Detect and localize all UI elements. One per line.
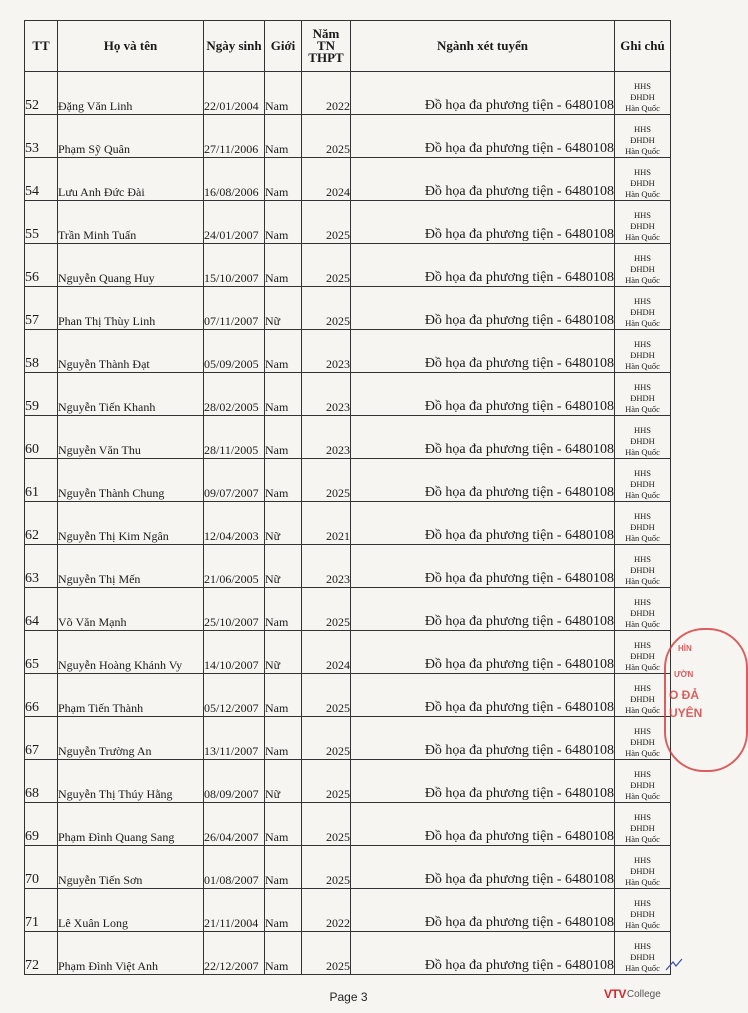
note-line: Hàn Quốc bbox=[625, 275, 660, 285]
note-line: HHS bbox=[633, 898, 651, 908]
student-name: Đặng Văn Linh bbox=[58, 72, 204, 115]
note-cell bbox=[615, 803, 671, 846]
logo-suffix: College bbox=[626, 988, 661, 1000]
graduation-year: 2021 bbox=[302, 502, 351, 545]
row-number: 68 bbox=[25, 760, 58, 803]
student-name: Phạm Đình Quang Sang bbox=[58, 803, 204, 846]
header-name: Họ và tên bbox=[58, 21, 204, 72]
graduation-year: 2022 bbox=[302, 889, 351, 932]
note-cell bbox=[615, 588, 671, 631]
table-row bbox=[25, 631, 671, 674]
gender: Nam bbox=[265, 244, 302, 287]
admission-major: Đồ họa đa phương tiện - 6480108 bbox=[351, 201, 615, 244]
table-row bbox=[25, 846, 671, 889]
note-cell bbox=[615, 158, 671, 201]
birth-date: 08/09/2007 bbox=[204, 760, 265, 803]
note-line: HHS bbox=[633, 468, 651, 478]
note-line: ĐHDH bbox=[630, 565, 655, 575]
note-line: Hàn Quốc bbox=[625, 920, 660, 930]
gender: Nam bbox=[265, 717, 302, 760]
graduation-year: 2025 bbox=[302, 932, 351, 975]
table-row bbox=[25, 201, 671, 244]
header-year-line: THPT bbox=[308, 50, 344, 65]
birth-date: 14/10/2007 bbox=[204, 631, 265, 674]
note-line: Hàn Quốc bbox=[625, 146, 660, 156]
table-row bbox=[25, 889, 671, 932]
row-number: 56 bbox=[25, 244, 58, 287]
gender: Nam bbox=[265, 115, 302, 158]
table-body bbox=[25, 72, 671, 975]
graduation-year: 2024 bbox=[302, 631, 351, 674]
row-number: 69 bbox=[25, 803, 58, 846]
table-row bbox=[25, 502, 671, 545]
row-number: 65 bbox=[25, 631, 58, 674]
note-cell bbox=[615, 244, 671, 287]
note-line: HHS bbox=[633, 167, 651, 177]
note-line: Hàn Quốc bbox=[625, 748, 660, 758]
note-line: ĐHDH bbox=[630, 737, 655, 747]
note-line: HHS bbox=[633, 726, 651, 736]
note-line: ĐHDH bbox=[630, 135, 655, 145]
note-line: Hàn Quốc bbox=[625, 232, 660, 242]
gender: Nam bbox=[265, 588, 302, 631]
gender: Nam bbox=[265, 674, 302, 717]
graduation-year: 2025 bbox=[302, 287, 351, 330]
row-number: 67 bbox=[25, 717, 58, 760]
table-row bbox=[25, 287, 671, 330]
admission-major: Đồ họa đa phương tiện - 6480108 bbox=[351, 631, 615, 674]
student-name: Nguyễn Thành Chung bbox=[58, 459, 204, 502]
header-row bbox=[25, 21, 671, 72]
birth-date: 15/10/2007 bbox=[204, 244, 265, 287]
birth-date: 22/12/2007 bbox=[204, 932, 265, 975]
admission-major: Đồ họa đa phương tiện - 6480108 bbox=[351, 760, 615, 803]
note-cell bbox=[615, 115, 671, 158]
row-number: 62 bbox=[25, 502, 58, 545]
note-line: ĐHDH bbox=[630, 608, 655, 618]
gender: Nam bbox=[265, 803, 302, 846]
birth-date: 26/04/2007 bbox=[204, 803, 265, 846]
birth-date: 21/11/2004 bbox=[204, 889, 265, 932]
student-name: Nguyễn Tiến Khanh bbox=[58, 373, 204, 416]
note-line: Hàn Quốc bbox=[625, 705, 660, 715]
birth-date: 05/09/2005 bbox=[204, 330, 265, 373]
birth-date: 21/06/2005 bbox=[204, 545, 265, 588]
row-number: 71 bbox=[25, 889, 58, 932]
student-name: Nguyễn Thành Đạt bbox=[58, 330, 204, 373]
admission-major: Đồ họa đa phương tiện - 6480108 bbox=[351, 158, 615, 201]
table-row bbox=[25, 674, 671, 717]
note-line: Hàn Quốc bbox=[625, 361, 660, 371]
note-line: HHS bbox=[633, 597, 651, 607]
graduation-year: 2024 bbox=[302, 158, 351, 201]
student-name: Trần Minh Tuấn bbox=[58, 201, 204, 244]
note-line: HHS bbox=[633, 554, 651, 564]
graduation-year: 2025 bbox=[302, 244, 351, 287]
note-line: HHS bbox=[633, 425, 651, 435]
birth-date: 22/01/2004 bbox=[204, 72, 265, 115]
note-line: Hàn Quốc bbox=[625, 447, 660, 457]
birth-date: 01/08/2007 bbox=[204, 846, 265, 889]
signature-mark bbox=[664, 958, 684, 972]
table-row bbox=[25, 760, 671, 803]
row-number: 63 bbox=[25, 545, 58, 588]
note-line: ĐHDH bbox=[630, 952, 655, 962]
note-line: ĐHDH bbox=[630, 651, 655, 661]
note-line: ĐHDH bbox=[630, 350, 655, 360]
admission-major: Đồ họa đa phương tiện - 6480108 bbox=[351, 588, 615, 631]
stamp-fragment: ƯỜN bbox=[674, 670, 694, 679]
note-line: ĐHDH bbox=[630, 866, 655, 876]
note-line: HHS bbox=[633, 296, 651, 306]
graduation-year: 2023 bbox=[302, 373, 351, 416]
header-dob: Ngày sinh bbox=[204, 21, 265, 72]
note-line: HHS bbox=[633, 855, 651, 865]
table-row bbox=[25, 158, 671, 201]
graduation-year: 2023 bbox=[302, 330, 351, 373]
table-row bbox=[25, 244, 671, 287]
note-line: HHS bbox=[633, 382, 651, 392]
note-cell bbox=[615, 545, 671, 588]
student-name: Nguyễn Quang Huy bbox=[58, 244, 204, 287]
note-line: HHS bbox=[633, 941, 651, 951]
note-cell bbox=[615, 72, 671, 115]
admission-major: Đồ họa đa phương tiện - 6480108 bbox=[351, 889, 615, 932]
note-line: HHS bbox=[633, 253, 651, 263]
row-number: 66 bbox=[25, 674, 58, 717]
note-line: ĐHDH bbox=[630, 479, 655, 489]
row-number: 55 bbox=[25, 201, 58, 244]
row-number: 53 bbox=[25, 115, 58, 158]
graduation-year: 2025 bbox=[302, 803, 351, 846]
note-line: Hàn Quốc bbox=[625, 189, 660, 199]
admission-major: Đồ họa đa phương tiện - 6480108 bbox=[351, 244, 615, 287]
note-line: Hàn Quốc bbox=[625, 662, 660, 672]
note-cell bbox=[615, 459, 671, 502]
note-line: ĐHDH bbox=[630, 264, 655, 274]
note-cell bbox=[615, 674, 671, 717]
gender: Nam bbox=[265, 201, 302, 244]
header-sex: Giới bbox=[265, 21, 302, 72]
graduation-year: 2025 bbox=[302, 459, 351, 502]
gender: Nữ bbox=[265, 631, 302, 674]
row-number: 52 bbox=[25, 72, 58, 115]
table-row bbox=[25, 416, 671, 459]
birth-date: 07/11/2007 bbox=[204, 287, 265, 330]
note-line: Hàn Quốc bbox=[625, 877, 660, 887]
admission-table bbox=[24, 20, 671, 975]
graduation-year: 2025 bbox=[302, 674, 351, 717]
student-name: Nguyễn Thị Kim Ngân bbox=[58, 502, 204, 545]
student-name: Phan Thị Thùy Linh bbox=[58, 287, 204, 330]
graduation-year: 2025 bbox=[302, 588, 351, 631]
note-cell bbox=[615, 502, 671, 545]
birth-date: 28/02/2005 bbox=[204, 373, 265, 416]
row-number: 59 bbox=[25, 373, 58, 416]
note-line: HHS bbox=[633, 812, 651, 822]
student-name: Phạm Tiến Thành bbox=[58, 674, 204, 717]
birth-date: 24/01/2007 bbox=[204, 201, 265, 244]
stamp-fragment: UYÊN bbox=[669, 706, 703, 720]
admission-major: Đồ họa đa phương tiện - 6480108 bbox=[351, 287, 615, 330]
vtv-college-logo bbox=[604, 986, 661, 1002]
birth-date: 13/11/2007 bbox=[204, 717, 265, 760]
table-row bbox=[25, 373, 671, 416]
graduation-year: 2025 bbox=[302, 717, 351, 760]
student-name: Nguyễn Tiến Sơn bbox=[58, 846, 204, 889]
graduation-year: 2025 bbox=[302, 846, 351, 889]
note-line: HHS bbox=[633, 210, 651, 220]
table-row bbox=[25, 330, 671, 373]
admission-major: Đồ họa đa phương tiện - 6480108 bbox=[351, 932, 615, 975]
note-cell bbox=[615, 889, 671, 932]
note-line: Hàn Quốc bbox=[625, 533, 660, 543]
note-cell bbox=[615, 760, 671, 803]
student-name: Nguyễn Trường An bbox=[58, 717, 204, 760]
note-line: HHS bbox=[633, 769, 651, 779]
student-name: Nguyễn Thị Thúy Hằng bbox=[58, 760, 204, 803]
header-major: Ngành xét tuyển bbox=[351, 21, 615, 72]
admission-major: Đồ họa đa phương tiện - 6480108 bbox=[351, 803, 615, 846]
row-number: 60 bbox=[25, 416, 58, 459]
graduation-year: 2025 bbox=[302, 201, 351, 244]
student-name: Nguyễn Văn Thu bbox=[58, 416, 204, 459]
note-cell bbox=[615, 717, 671, 760]
admission-major: Đồ họa đa phương tiện - 6480108 bbox=[351, 330, 615, 373]
note-line: Hàn Quốc bbox=[625, 963, 660, 973]
graduation-year: 2022 bbox=[302, 72, 351, 115]
note-line: ĐHDH bbox=[630, 780, 655, 790]
note-line: HHS bbox=[633, 124, 651, 134]
student-name: Phạm Đình Việt Anh bbox=[58, 932, 204, 975]
table-row bbox=[25, 115, 671, 158]
stamp-fragment: HÌN bbox=[678, 644, 692, 653]
stamp-fragment: O ĐẢ bbox=[669, 688, 699, 702]
admission-major: Đồ họa đa phương tiện - 6480108 bbox=[351, 846, 615, 889]
birth-date: 12/04/2003 bbox=[204, 502, 265, 545]
note-line: ĐHDH bbox=[630, 823, 655, 833]
note-cell bbox=[615, 846, 671, 889]
header-year-line: TN bbox=[316, 38, 336, 53]
admission-major: Đồ họa đa phương tiện - 6480108 bbox=[351, 459, 615, 502]
note-cell bbox=[615, 416, 671, 459]
note-cell bbox=[615, 373, 671, 416]
gender: Nữ bbox=[265, 502, 302, 545]
gender: Nam bbox=[265, 459, 302, 502]
note-line: HHS bbox=[633, 640, 651, 650]
gender: Nam bbox=[265, 158, 302, 201]
gender: Nam bbox=[265, 416, 302, 459]
note-line: HHS bbox=[633, 683, 651, 693]
note-line: ĐHDH bbox=[630, 221, 655, 231]
gender: Nam bbox=[265, 846, 302, 889]
note-line: ĐHDH bbox=[630, 694, 655, 704]
graduation-year: 2025 bbox=[302, 760, 351, 803]
student-name: Lưu Anh Đức Đài bbox=[58, 158, 204, 201]
admission-major: Đồ họa đa phương tiện - 6480108 bbox=[351, 416, 615, 459]
header-tt: TT bbox=[25, 21, 58, 72]
table-row bbox=[25, 545, 671, 588]
note-line: Hàn Quốc bbox=[625, 490, 660, 500]
admission-major: Đồ họa đa phương tiện - 6480108 bbox=[351, 674, 615, 717]
birth-date: 28/11/2005 bbox=[204, 416, 265, 459]
admission-major: Đồ họa đa phương tiện - 6480108 bbox=[351, 502, 615, 545]
student-name: Nguyễn Hoàng Khánh Vy bbox=[58, 631, 204, 674]
note-cell bbox=[615, 201, 671, 244]
note-line: Hàn Quốc bbox=[625, 834, 660, 844]
note-line: ĐHDH bbox=[630, 522, 655, 532]
gender: Nam bbox=[265, 330, 302, 373]
gender: Nam bbox=[265, 889, 302, 932]
gender: Nam bbox=[265, 932, 302, 975]
gender: Nam bbox=[265, 373, 302, 416]
birth-date: 16/08/2006 bbox=[204, 158, 265, 201]
header-graduation-year bbox=[302, 21, 351, 72]
row-number: 54 bbox=[25, 158, 58, 201]
note-line: ĐHDH bbox=[630, 909, 655, 919]
graduation-year: 2025 bbox=[302, 115, 351, 158]
header-note: Ghi chú bbox=[615, 21, 671, 72]
student-name: Lê Xuân Long bbox=[58, 889, 204, 932]
student-name: Nguyễn Thị Mến bbox=[58, 545, 204, 588]
note-line: HHS bbox=[633, 339, 651, 349]
note-line: Hàn Quốc bbox=[625, 404, 660, 414]
student-name: Phạm Sỹ Quân bbox=[58, 115, 204, 158]
row-number: 57 bbox=[25, 287, 58, 330]
admission-major: Đồ họa đa phương tiện - 6480108 bbox=[351, 72, 615, 115]
row-number: 61 bbox=[25, 459, 58, 502]
admission-major: Đồ họa đa phương tiện - 6480108 bbox=[351, 115, 615, 158]
gender: Nữ bbox=[265, 545, 302, 588]
note-line: ĐHDH bbox=[630, 92, 655, 102]
note-line: ĐHDH bbox=[630, 436, 655, 446]
note-line: ĐHDH bbox=[630, 307, 655, 317]
red-seal-stamp bbox=[664, 628, 748, 772]
header-year-line: Năm bbox=[312, 26, 340, 41]
graduation-year: 2023 bbox=[302, 416, 351, 459]
birth-date: 09/07/2007 bbox=[204, 459, 265, 502]
row-number: 70 bbox=[25, 846, 58, 889]
admission-major: Đồ họa đa phương tiện - 6480108 bbox=[351, 717, 615, 760]
note-cell bbox=[615, 287, 671, 330]
birth-date: 25/10/2007 bbox=[204, 588, 265, 631]
birth-date: 27/11/2006 bbox=[204, 115, 265, 158]
admission-major: Đồ họa đa phương tiện - 6480108 bbox=[351, 545, 615, 588]
note-line: Hàn Quốc bbox=[625, 103, 660, 113]
table-row bbox=[25, 717, 671, 760]
note-line: ĐHDH bbox=[630, 178, 655, 188]
gender: Nữ bbox=[265, 287, 302, 330]
birth-date: 05/12/2007 bbox=[204, 674, 265, 717]
note-line: Hàn Quốc bbox=[625, 791, 660, 801]
note-line: HHS bbox=[633, 511, 651, 521]
note-line: Hàn Quốc bbox=[625, 619, 660, 629]
note-cell bbox=[615, 330, 671, 373]
note-line: Hàn Quốc bbox=[625, 576, 660, 586]
note-line: Hàn Quốc bbox=[625, 318, 660, 328]
logo-brand: VTV bbox=[604, 987, 626, 1001]
student-name: Võ Văn Mạnh bbox=[58, 588, 204, 631]
table-row bbox=[25, 803, 671, 846]
table-row bbox=[25, 459, 671, 502]
admission-major: Đồ họa đa phương tiện - 6480108 bbox=[351, 373, 615, 416]
note-line: HHS bbox=[633, 81, 651, 91]
table-row bbox=[25, 72, 671, 115]
note-cell bbox=[615, 932, 671, 975]
graduation-year: 2023 bbox=[302, 545, 351, 588]
row-number: 58 bbox=[25, 330, 58, 373]
note-line: ĐHDH bbox=[630, 393, 655, 403]
row-number: 72 bbox=[25, 932, 58, 975]
row-number: 64 bbox=[25, 588, 58, 631]
table-row bbox=[25, 588, 671, 631]
gender: Nữ bbox=[265, 760, 302, 803]
note-cell bbox=[615, 631, 671, 674]
gender: Nam bbox=[265, 72, 302, 115]
page-number: Page 3 bbox=[329, 990, 368, 1004]
table-row bbox=[25, 932, 671, 975]
